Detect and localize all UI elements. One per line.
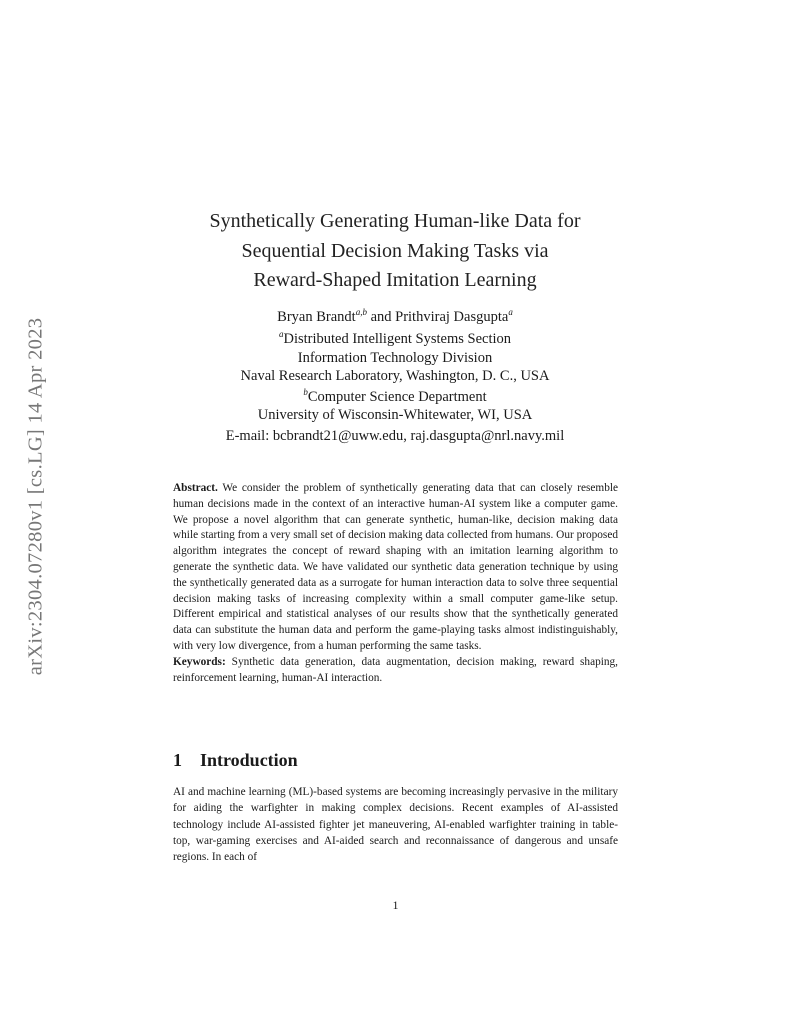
section-title: Introduction: [200, 750, 298, 770]
affiliations: [150, 330, 640, 445]
introduction-body: [173, 784, 618, 865]
intro-paragraph: AI and machine learning (ML)-based systems are becoming increasingly pervasive in the military for aiding the warfighter in making complex decisions. Recent examples of AI-assisted technology include AI-assisted fighter jet maneuvering, AI-enabled warfighter training in table-top, war-gaming exercises and AI-aided search and reconnaissance of dangerous and unsafe regions. In each of: [173, 786, 618, 864]
arxiv-identifier: arXiv:2304.07280v1 [cs.LG] 14 Apr 2023: [24, 317, 47, 675]
arxiv-sidebar-stamp: [18, 266, 54, 726]
affiliation-line: [150, 388, 640, 407]
keywords-label: Keywords:: [173, 655, 226, 668]
affiliation-text: Computer Science Department: [307, 388, 487, 405]
section-number: 1: [173, 750, 182, 770]
abstract-block: [173, 481, 618, 686]
paper-title: [150, 207, 640, 296]
page-number: 1: [392, 898, 399, 912]
affiliation-text: Distributed Intelligent Systems Section: [283, 331, 512, 347]
email-line: E-mail: bcbrandt21@uww.edu, raj.dasgupta@nrl.navy.mil: [225, 427, 565, 444]
abstract-paragraph: [173, 481, 618, 655]
affiliation-mark: a: [278, 329, 284, 339]
author-connector: and: [366, 309, 396, 325]
section-heading: [173, 750, 298, 771]
affiliation-line: University of Wisconsin-Whitewater, WI, USA: [257, 407, 533, 423]
author-affiliation-mark: a: [508, 307, 513, 317]
keywords-text: Synthetic data generation, data augmentation, decision making, reward shaping, reinforcement learning, human-AI interaction.: [173, 655, 619, 684]
abstract-label: Abstract.: [173, 482, 218, 494]
title-line: Reward-Shaped Imitation Learning: [253, 269, 537, 291]
affiliation-line: [150, 330, 640, 349]
affiliation-line: Information Technology Division: [297, 349, 493, 366]
keywords-paragraph: [173, 655, 618, 687]
abstract-text: We consider the problem of synthetically generating data that can closely resemble human decisions made in the context of an interactive human-AI system like a computer game. We propose a novel algorithm that can generate synthetic, human-like, decision making data while starting from a very small set of decision making data collected from humans. Our proposed algorithm integrates the concept of reward shaping with an imitation learning algorithm to generate the synthetic data. We have validated our synthetic data generation technique by using the synthetically generated data as a surrogate for human interaction data to solve three sequential decision making tasks of increasing complexity within a small computer game-like setup. Different empirical and statistical analyses of our results show that the synthetically generated data can substitute the human data and perform the game-playing tasks almost indistinguishably, with very low divergence, from a human performing the same tasks.: [173, 482, 618, 652]
title-line: Sequential Decision Making Tasks via: [241, 239, 549, 262]
affiliation-line: Naval Research Laboratory, Washington, D. C., USA: [240, 368, 550, 384]
author-affiliation-mark: a,b: [355, 307, 367, 317]
author-name: Bryan Brandt: [277, 309, 356, 325]
affiliation-mark: b: [303, 386, 308, 397]
author-name: Prithviraj Dasgupta: [395, 309, 509, 325]
title-line: Synthetically Generating Human-like Data for: [209, 210, 581, 232]
author-list: [150, 307, 640, 327]
